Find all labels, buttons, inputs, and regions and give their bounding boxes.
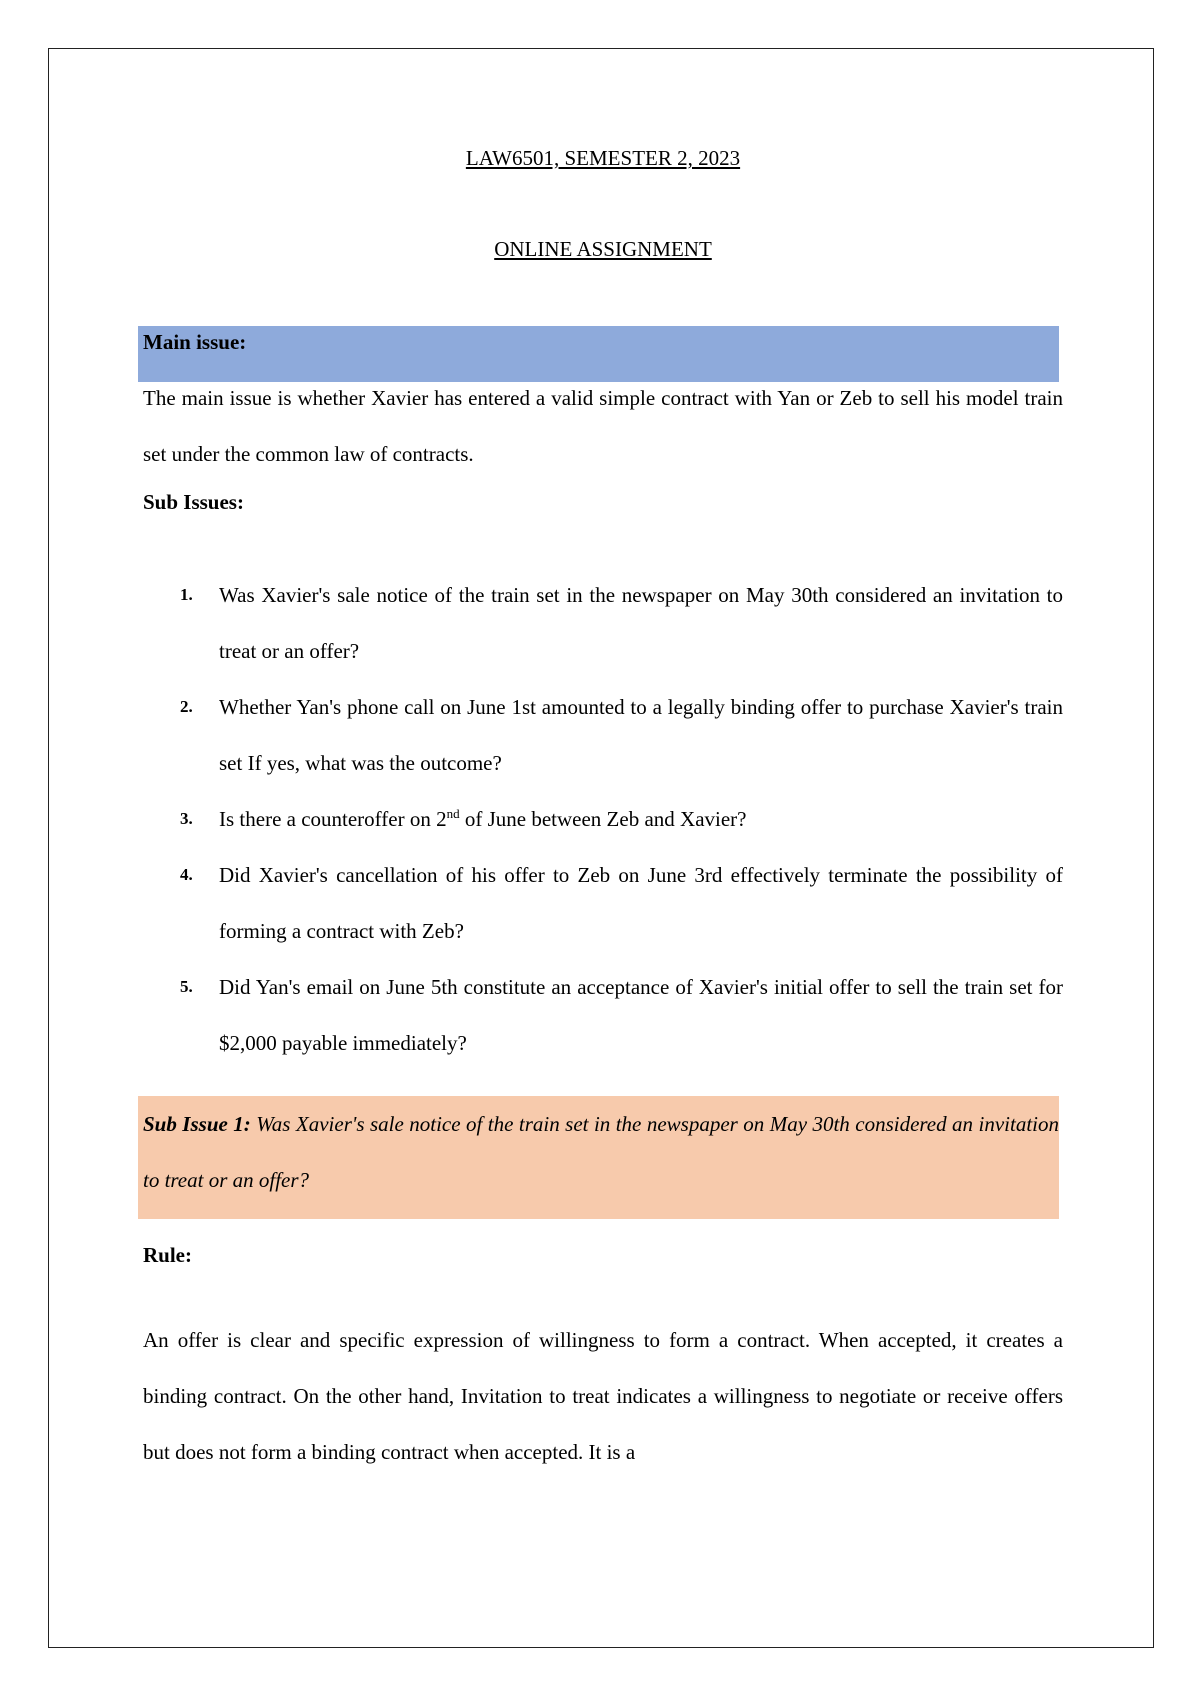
rule-text: An offer is clear and specific expression of willingness to form a contract. When accepted, it creates a binding contract. On the other hand, Invitation to treat indicates a willingness to negotiate or receive offers but does not form a binding contract when accepted. It is a [143, 1328, 1063, 1464]
list-item-text: Whether Yan's phone call on June 1st amounted to a legally binding offer to purchase Xavier's train set If yes, what was the outcome? [219, 695, 1063, 775]
list-item-text-before: Is there a counteroffer on 2 [219, 807, 447, 831]
list-item [143, 847, 1063, 959]
list-item-text: Did Yan's email on June 5th constitute an acceptance of Xavier's initial offer to sell the train set for $2,000 payable immediately? [219, 975, 1063, 1055]
sub-issue-1-text [143, 1096, 1059, 1208]
list-number: 3. [180, 809, 193, 828]
list-item-text-after: of June between Zeb and Xavier? [459, 807, 747, 831]
list-number: 1. [180, 585, 193, 604]
main-issue-heading: Main issue: [143, 330, 247, 354]
list-item-text: Did Xavier's cancellation of his offer to Zeb on June 3rd effectively terminate the possibility of forming a contract with Zeb? [219, 863, 1063, 943]
list-item [143, 679, 1063, 791]
list-number: 4. [180, 865, 193, 884]
list-item [143, 959, 1063, 1071]
rule-heading: Rule: [143, 1243, 192, 1267]
ordinal-suffix: nd [446, 806, 460, 821]
sub-issue-1-label: Sub Issue 1: [143, 1112, 251, 1136]
list-item-text: Was Xavier's sale notice of the train set in the newspaper on May 30th considered an invitation to treat or an offer? [219, 583, 1063, 663]
list-number: 5. [180, 977, 193, 996]
sub-issues-heading: Sub Issues: [143, 490, 244, 514]
sub-issue-1-question: Was Xavier's sale notice of the train set in the newspaper on May 30th considered an invitation to treat or an offer? [143, 1112, 1059, 1192]
assignment-title: ONLINE ASSIGNMENT [494, 237, 712, 261]
list-item [143, 567, 1063, 679]
list-item [143, 791, 1063, 847]
list-number: 2. [180, 697, 193, 716]
main-issue-text: The main issue is whether Xavier has entered a valid simple contract with Yan or Zeb to sell his model train set under the common law of contracts. [143, 386, 1063, 466]
sub-issues-list [143, 567, 1063, 1071]
course-title: LAW6501, SEMESTER 2, 2023 [465, 146, 741, 170]
